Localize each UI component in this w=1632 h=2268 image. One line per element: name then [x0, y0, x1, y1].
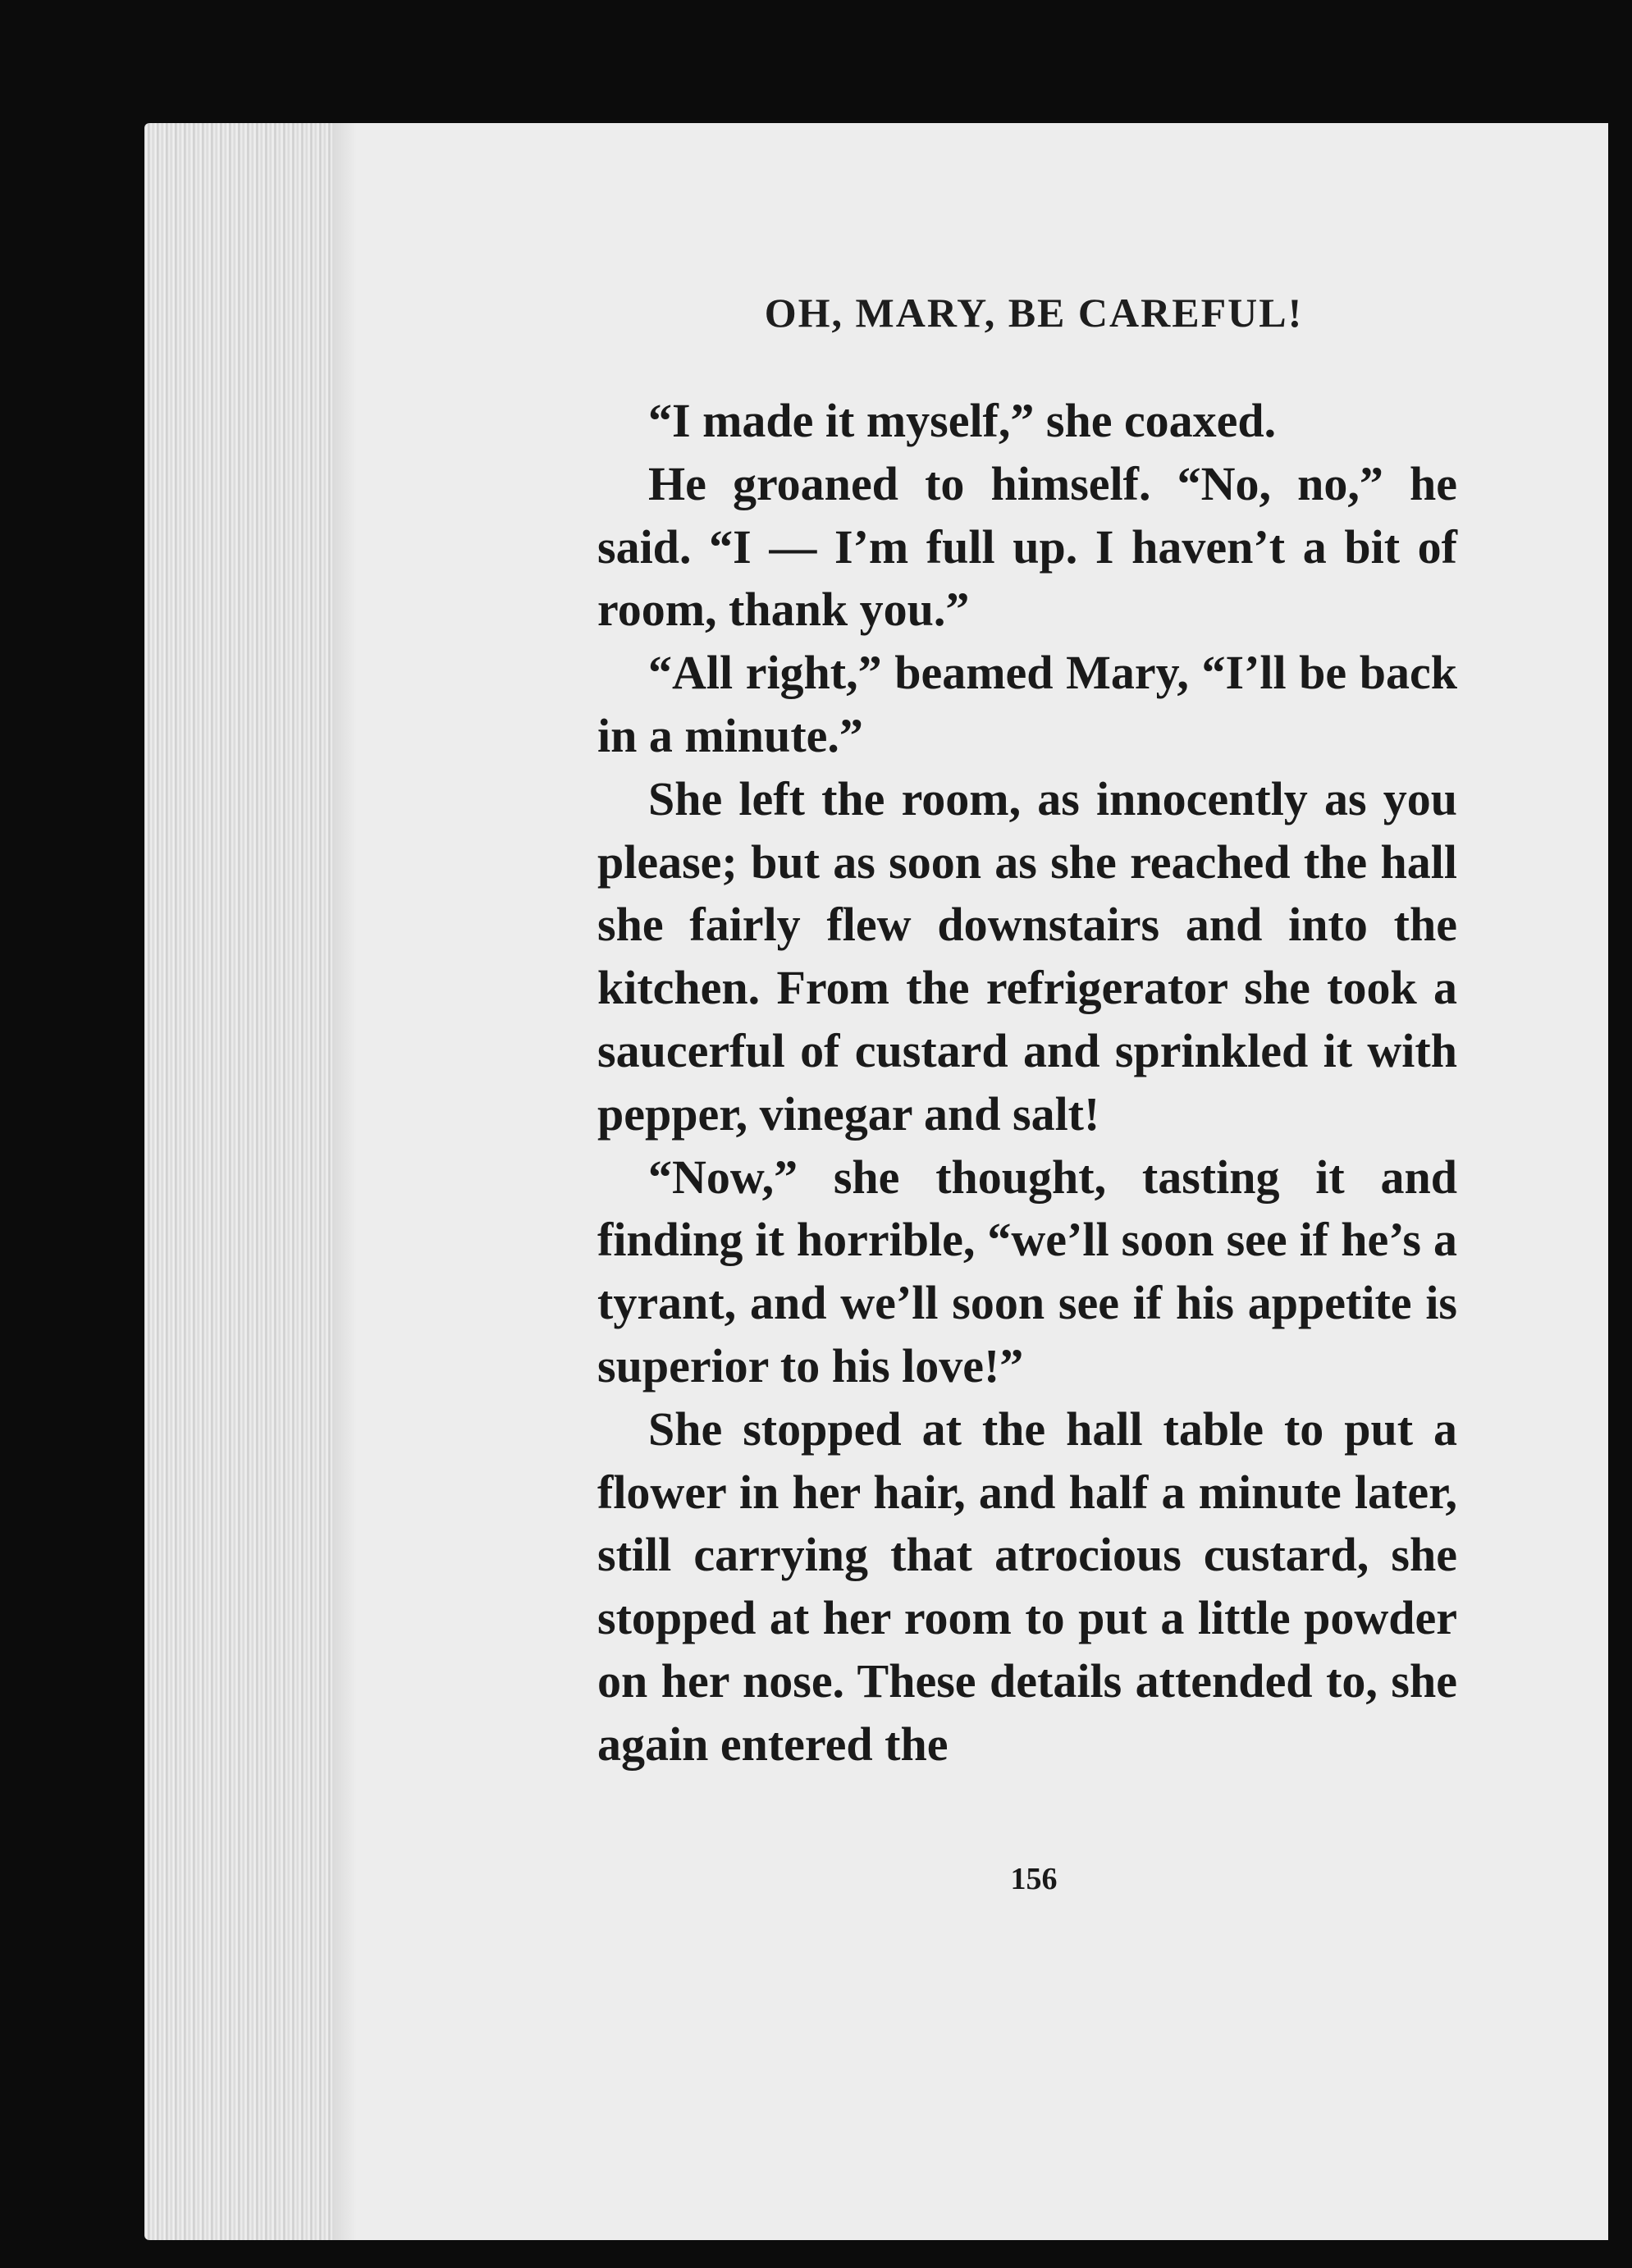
paragraph: “Now,” she thought, tasting it and finding it horrible, “we’ll soon see if he’s a tyrant, and we’ll soon see if his appetite is superior to his love!”: [597, 1150, 1457, 1392]
running-head: OH, MARY, BE CAREFUL!: [764, 290, 1304, 336]
book-page-edges: [144, 123, 350, 2240]
paragraph: “I made it myself,” she coaxed.: [648, 394, 1277, 447]
paragraph: She left the room, as innocently as you please; but as soon as she reached the hall she fairly flew downstairs and into the kitchen. From the refrigerator she took a saucerful of custard and sprinkled it with pepper, vinegar and salt!: [597, 771, 1457, 1141]
paragraph: He groaned to himself. “No, no,” he said. “I — I’m full up. I haven’t a bit of room, thank you.”: [597, 456, 1457, 637]
body-text: [597, 390, 1457, 1776]
page-number: 156: [1010, 1862, 1058, 1896]
gutter-shadow: [332, 123, 357, 2240]
paragraph: She stopped at the hall table to put a flower in her hair, and half a minute later, still carrying that atrocious custard, she stopped at her room to put a little powder on her nose. These details attended to, she again entered the: [597, 1401, 1457, 1771]
paragraph: “All right,” beamed Mary, “I’ll be back in a minute.”: [597, 646, 1457, 762]
